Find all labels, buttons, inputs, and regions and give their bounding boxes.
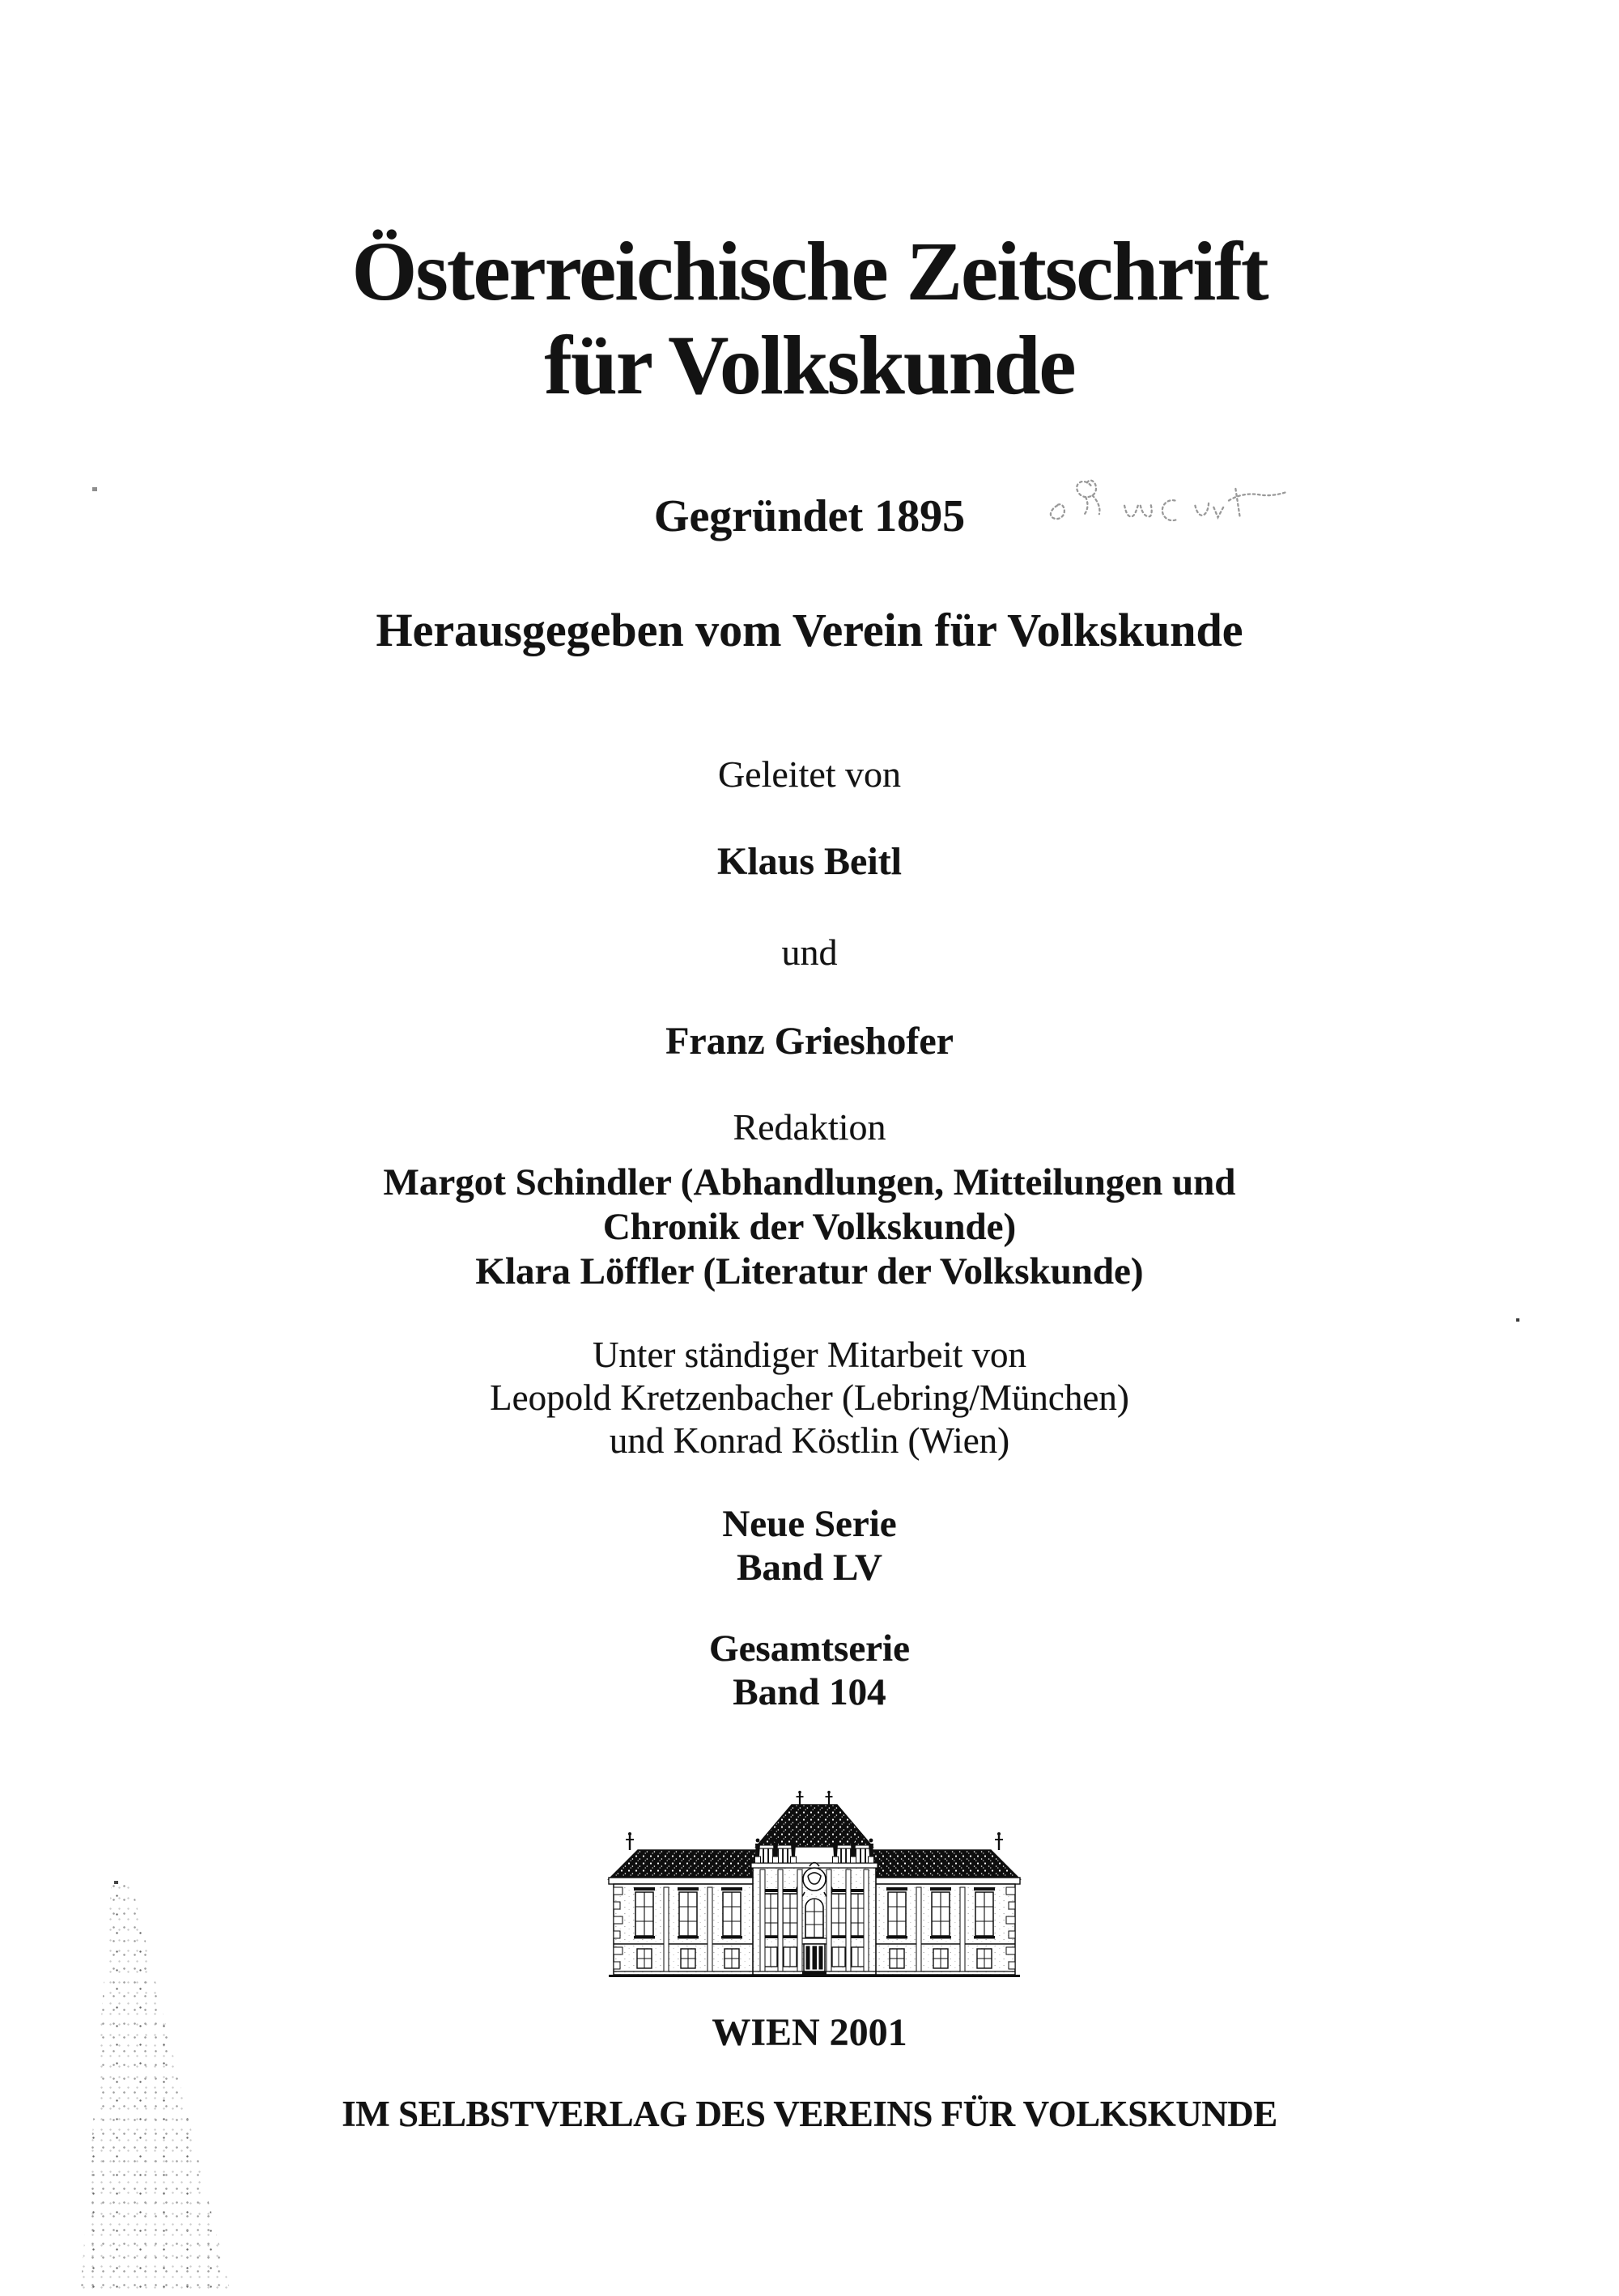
- redaktion-line-2: Chronik der Volkskunde): [602, 1206, 1017, 1248]
- scan-noise-speckle: [77, 1879, 235, 2296]
- place-year-line: WIEN 2001: [712, 2011, 907, 2054]
- lead-label: Geleitet von: [717, 753, 902, 795]
- scan-artifact-dot: [114, 1881, 118, 1884]
- imprint-line: IM SELBSTVERLAG DES VEREINS FÜR VOLKSKUNDE: [342, 2094, 1277, 2134]
- collaboration-line-3: und Konrad Köstlin (Wien): [609, 1420, 1010, 1461]
- redaktion-label: Redaktion: [733, 1106, 886, 1148]
- redaktion-line-3: Klara Löffler (Literatur der Volkskunde): [475, 1250, 1144, 1292]
- scan-artifact-dot: [92, 487, 97, 491]
- palace-engraving-illustration: [606, 1789, 1023, 1989]
- collaboration-line-1: Unter ständiger Mitarbeit von: [592, 1335, 1027, 1375]
- series-total-volume: Band 104: [733, 1671, 886, 1713]
- redaktion-line-1: Margot Schindler (Abhandlungen, Mitteilungen und: [383, 1161, 1236, 1203]
- journal-title-line-1: Österreichische Zeitschrift: [351, 225, 1268, 318]
- series-new-volume: Band LV: [737, 1547, 882, 1589]
- series-total-label: Gesamtserie: [709, 1628, 910, 1670]
- series-new-block: [0, 1502, 1619, 1589]
- editor-1: Klaus Beitl: [716, 840, 903, 883]
- journal-title-line-2: für Volkskunde: [544, 319, 1075, 412]
- pencil-scribble-annotation: [1039, 466, 1291, 534]
- redaktion-block: [0, 1161, 1619, 1294]
- founded-line: Gegründet 1895: [653, 491, 966, 541]
- scan-artifact-dot: [1516, 1318, 1519, 1322]
- editor-2: Franz Grieshofer: [665, 1020, 954, 1063]
- collaboration-block: [0, 1334, 1619, 1462]
- editors-conjunction: und: [781, 932, 838, 973]
- publisher-line: Herausgegeben vom Verein für Volkskunde: [376, 604, 1243, 656]
- series-total-block: [0, 1627, 1619, 1714]
- series-new-label: Neue Serie: [722, 1503, 897, 1545]
- collaboration-line-2: Leopold Kretzenbacher (Lebring/München): [490, 1377, 1129, 1418]
